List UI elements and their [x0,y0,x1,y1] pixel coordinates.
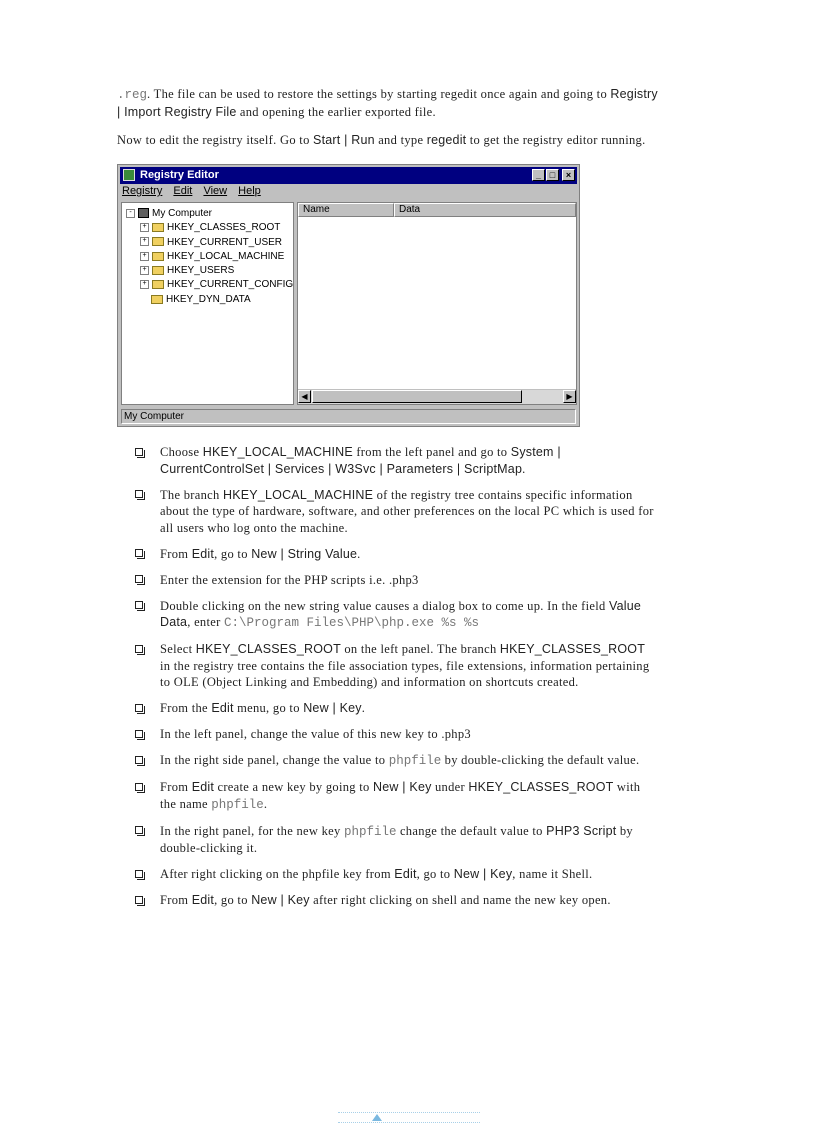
ui-reference: CurrentControlSet | Services | W3Svc | Parameters | ScriptMap [160,461,523,476]
horizontal-scrollbar [298,389,576,404]
step-text: From the [160,701,212,715]
steps-list [135,444,675,918]
ui-reference: Value [609,598,642,613]
ui-reference: Edit [191,780,215,794]
menu-help: Help [238,185,261,197]
ui-reference: Edit [191,546,215,561]
checkbox-bullet-icon [135,826,143,834]
checkbox-bullet-icon [135,783,143,791]
step-text: , enter [187,615,224,629]
checkbox-bullet-icon [135,756,143,764]
folder-icon [152,280,164,289]
step-text: with [613,780,641,794]
step-text: by [616,823,633,838]
step-text: , name it Shell. [512,867,593,881]
list-item [135,700,675,717]
tree-key-label: HKEY_CLASSES_ROOT [167,222,281,234]
step-text: From [160,893,192,907]
ui-reference: System | [510,445,561,459]
code-text: phpfile [344,824,397,839]
checkbox-bullet-icon [135,448,143,456]
folder-icon [152,223,164,232]
step-text: From [160,546,192,561]
menu-view: View [203,185,228,197]
registry-editor-icon [123,169,135,181]
tree-key [126,278,293,292]
start-run-ref: Start | Run [313,133,375,147]
para2-text-c: to get the registry editor running. [466,133,646,147]
registry-menu-ref: Registry [610,87,658,101]
maximize-icon: □ [546,169,559,181]
intro-paragraph [117,86,677,120]
menu-edit: Edit [173,185,193,197]
ui-reference: New | Key [303,701,362,715]
step-text: change the default value to [396,823,547,838]
triangle-icon [372,1114,382,1121]
status-bar: My Computer [121,409,576,424]
folder-icon [152,266,164,275]
step-text: Double clicking on the new string value causes a dialog box to come up. In the field [160,598,609,613]
para2-text-b: and type [374,133,427,147]
expand-icon: + [140,280,149,289]
column-header-data: Data [394,203,576,217]
code-text: C:\Program Files\PHP\php.exe %s %s [223,616,480,630]
expand-icon: + [140,237,149,246]
step-text: the name [160,796,212,811]
tree-key [126,236,293,250]
step-text: about the type of hardware, software, and other preferences on the local PC which is used for [160,504,654,518]
tree-root [126,207,293,221]
expand-icon: + [140,252,149,261]
step-text: In the left panel, change the value of this new key to .php3 [160,727,471,741]
ui-reference: Edit [191,893,215,907]
list-item [135,726,675,743]
list-item [135,752,675,770]
minimize-icon: _ [532,169,545,181]
checkbox-bullet-icon [135,730,143,738]
tree-pane [121,202,294,405]
tree-key [126,221,293,235]
tree-key [126,250,293,264]
list-item [135,572,675,589]
step-text: . [522,461,526,476]
checkbox-bullet-icon [135,870,143,878]
checkbox-bullet-icon [135,645,143,653]
folder-icon [152,252,164,261]
expand-icon: + [140,223,149,232]
close-icon: × [562,169,575,181]
ui-reference: Edit [211,701,234,715]
scroll-left-icon: ◀ [298,390,311,403]
step-text: The branch [160,487,223,502]
menu-bar [122,185,269,199]
step-text: In the right side panel, change the value to [160,753,389,767]
checkbox-bullet-icon [135,549,143,557]
step-text: . [361,701,366,715]
step-text: of the registry tree contains specific information [373,487,633,502]
list-item [135,546,675,563]
step-text: all users who log onto the machine. [160,520,348,535]
step-text: double-clicking it. [160,841,258,855]
step-text: , go to [214,893,252,907]
registry-tree [126,207,293,307]
step-text: on the left panel. The branch [340,642,500,656]
collapse-icon: - [126,209,135,218]
list-item [135,444,675,477]
ui-reference: HKEY_CLASSES_ROOT [468,780,614,794]
tree-key-label: HKEY_DYN_DATA [166,293,251,305]
intro-text-1: . The file can be used to restore the settings by starting regedit once again and going to [147,87,611,101]
footer-watermark [338,1112,480,1123]
step-text: in the registry tree contains the file association types, file extensions, information pertaining [160,658,650,673]
reg-extension-code: .reg [117,88,148,102]
import-registry-file-ref: | Import Registry File [117,104,237,119]
ui-reference: New | String Value [251,546,358,561]
step-text: to OLE (Object Linking and Embedding) and information on shortcuts created. [160,675,579,689]
code-text: phpfile [388,754,442,768]
ui-reference: HKEY_LOCAL_MACHINE [223,487,374,502]
checkbox-bullet-icon [135,601,143,609]
list-item [135,823,675,857]
intro-text-2: and opening the earlier exported file. [236,104,436,119]
expand-icon: + [140,266,149,275]
ui-reference: New | Key [373,780,432,794]
step-text: After right clicking on the phpfile key from [160,867,395,881]
registry-editor-screenshot [117,164,580,427]
tree-root-label: My Computer [152,208,213,219]
list-item [135,779,675,813]
scroll-thumb [312,390,522,403]
tree-key-label: HKEY_CURRENT_USER [167,236,283,248]
step-text: Choose [160,445,203,459]
tree-key-label: HKEY_CURRENT_CONFIG [167,279,294,291]
ui-reference: Data [160,615,188,629]
window-titlebar [120,167,577,184]
list-item [135,892,675,909]
step-text: . [357,546,361,561]
ui-reference: HKEY_LOCAL_MACHINE [202,445,353,459]
step-text: after right clicking on shell and name the new key open. [309,893,611,907]
list-item [135,487,675,537]
list-item [135,641,675,691]
step-text: by double-clicking the default value. [441,753,640,767]
checkbox-bullet-icon [135,575,143,583]
list-item [135,598,675,632]
folder-icon [151,295,163,304]
step-text: from the left panel and go to [352,445,511,459]
computer-icon [138,208,149,218]
tree-key-label: HKEY_USERS [167,265,235,277]
step-text: . [263,796,268,811]
tree-key-label: HKEY_LOCAL_MACHINE [167,250,285,262]
values-pane [297,202,577,405]
step-text: menu, go to [233,701,304,715]
step-text: In the right panel, for the new key [160,823,345,838]
ui-reference: PHP3 Script [546,823,617,838]
regedit-paragraph [117,132,677,149]
tree-key [126,264,293,278]
step-text: create a new key by going to [214,780,374,794]
step-text: Enter the extension for the PHP scripts i.e. .php3 [160,572,419,587]
step-text: , go to [416,867,454,881]
column-header-name: Name [298,203,394,217]
para2-text-a: Now to edit the registry itself. Go to [117,133,314,147]
list-item [135,866,675,883]
regedit-ref: regedit [426,133,467,147]
checkbox-bullet-icon [135,490,143,498]
code-text: phpfile [211,797,264,812]
ui-reference: New | Key [251,893,310,907]
window-title: Registry Editor [140,169,219,181]
tree-key [126,293,293,307]
step-text: From [160,780,192,794]
step-text: , go to [214,546,252,561]
checkbox-bullet-icon [135,704,143,712]
ui-reference: HKEY_CLASSES_ROOT [195,642,341,656]
ui-reference: New | Key [453,867,513,881]
ui-reference: HKEY_CLASSES_ROOT [499,642,646,656]
step-text: under [431,780,469,794]
scroll-right-icon: ▶ [563,390,576,403]
ui-reference: Edit [394,867,417,881]
menu-registry: Registry [122,185,163,197]
step-text: Select [160,642,196,656]
checkbox-bullet-icon [135,896,143,904]
folder-icon [152,237,164,246]
